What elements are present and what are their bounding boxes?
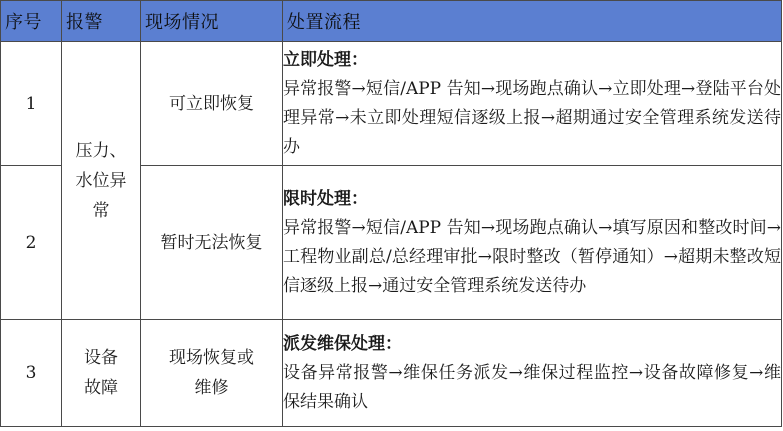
row-seq: 3 <box>1 320 62 427</box>
flow-cell <box>283 166 782 320</box>
situation-cell <box>141 320 283 427</box>
flow-title: 立即处理： <box>283 49 368 70</box>
header-seq: 序号 <box>1 1 62 42</box>
flow-text: 异常报警→短信/APP 告知→现场跑点确认→填写原因和整改时间→工程物业副总/总经理审批→限时整改（暂停通知）→超期未整改短信逐级上报→通过安全管理系统发送待办 <box>283 217 781 296</box>
flow-cell <box>283 42 782 166</box>
table-header-row <box>1 1 782 42</box>
header-situation: 现场情况 <box>141 1 283 42</box>
flow-text: 异常报警→短信/APP 告知→现场跑点确认→立即处理→登陆平台处理异常→未立即处理短信逐级上报→超期通过安全管理系统发送待办 <box>283 78 781 157</box>
flow-cell <box>283 320 782 427</box>
situation-cell: 暂时无法恢复 <box>141 166 283 320</box>
row-seq: 1 <box>1 42 62 166</box>
flow-title: 派发维保处理： <box>283 333 402 354</box>
header-alarm: 报警 <box>62 1 141 42</box>
alarm-device-label: 设备故障 <box>84 348 118 398</box>
row-seq: 2 <box>1 166 62 320</box>
table-row <box>1 42 782 166</box>
flow-text: 设备异常报警→维保任务派发→维保过程监控→设备故障修复→维保结果确认 <box>283 362 781 412</box>
flow-title: 限时处理： <box>283 188 368 209</box>
alarm-pressure-label: 压力、水位异常 <box>75 140 127 221</box>
alarm-cell <box>62 42 141 320</box>
table-row <box>1 320 782 427</box>
alarm-cell <box>62 320 141 427</box>
situation-cell: 可立即恢复 <box>141 42 283 166</box>
header-flow: 处置流程 <box>283 1 782 42</box>
situation-label: 现场恢复或维修 <box>169 348 254 398</box>
